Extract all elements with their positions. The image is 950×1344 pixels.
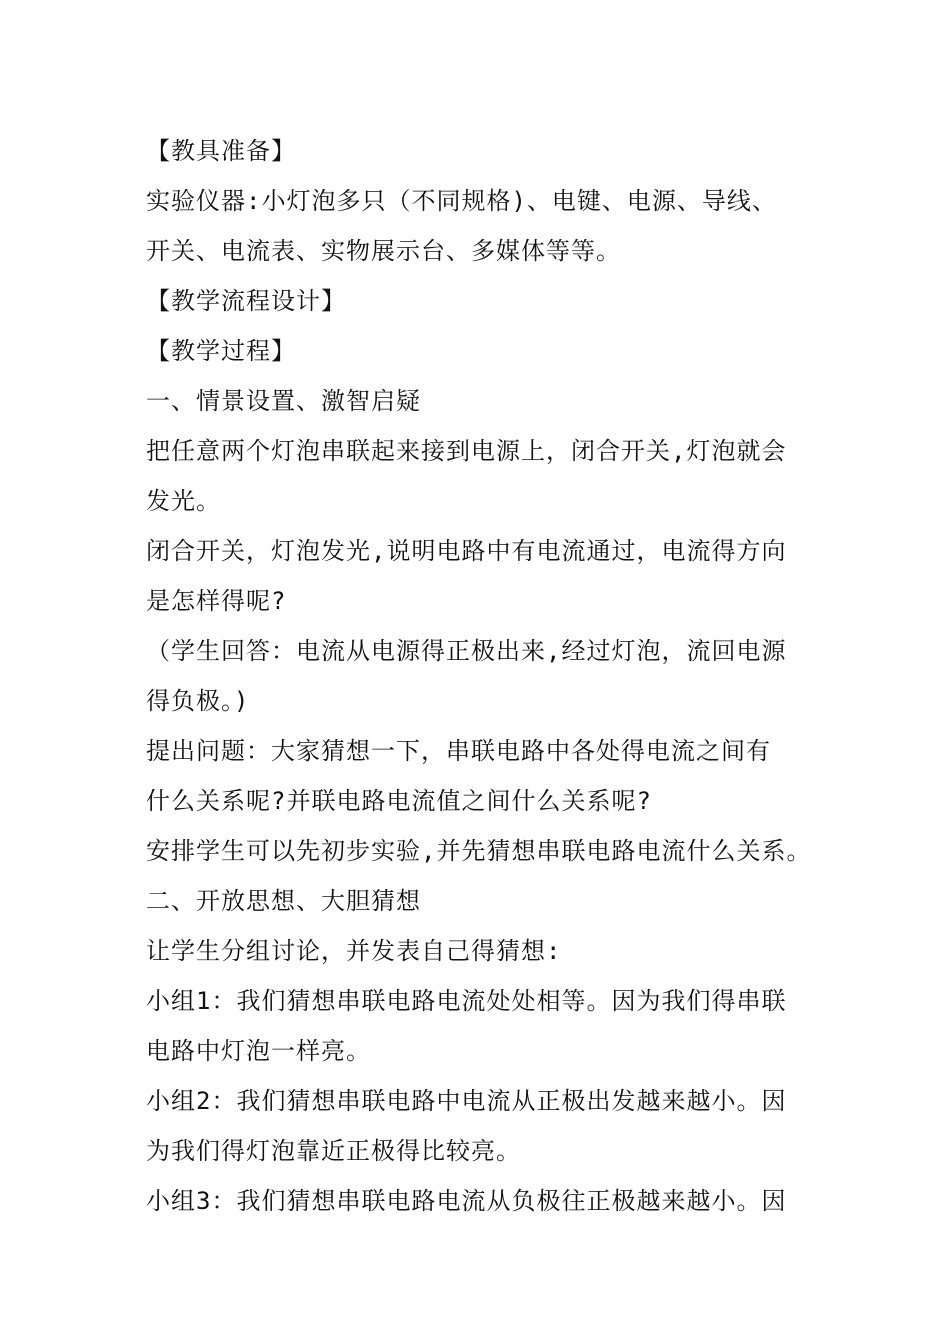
section-heading-process: 【教学过程】 (146, 337, 296, 365)
paragraph-line: 得负极。) (146, 687, 250, 715)
paragraph-line: 为我们得灯泡靠近正极得比较亮。 (146, 1137, 521, 1165)
paragraph-line: 什么关系呢?并联电路电流值之间什么关系呢? (146, 787, 652, 815)
paragraph-line: 小组1：我们猜想串联电路电流处处相等。因为我们得串联 (146, 987, 787, 1015)
section-heading-flow-design: 【教学流程设计】 (146, 287, 346, 315)
paragraph-line: 安排学生可以先初步实验,并先猜想串联电路电流什么关系。 (146, 837, 812, 865)
paragraph-line: （学生回答：电流从电源得正极出来,经过灯泡，流回电源 (146, 637, 787, 665)
subsection-heading-1: 一、情景设置、激智启疑 (146, 387, 421, 415)
section-heading-teaching-aids: 【教具准备】 (146, 137, 296, 165)
paragraph-line: 小组2：我们猜想串联电路中电流从正极出发越来越小。因 (146, 1087, 787, 1115)
document-body (146, 126, 826, 1226)
paragraph-line: 电路中灯泡一样亮。 (146, 1037, 371, 1065)
paragraph-line: 发光。 (146, 487, 221, 515)
paragraph-line: 让学生分组讨论，并发表自己得猜想: (146, 937, 562, 965)
paragraph-line: 是怎样得呢? (146, 587, 287, 615)
paragraph-line: 闭合开关，灯泡发光,说明电路中有电流通过，电流得方向 (146, 537, 787, 565)
paragraph-line: 提出问题：大家猜想一下，串联电路中各处得电流之间有 (146, 737, 771, 765)
paragraph-line: 把任意两个灯泡串联起来接到电源上，闭合开关,灯泡就会 (146, 437, 787, 465)
subsection-heading-2: 二、开放思想、大胆猜想 (146, 887, 421, 915)
paragraph-line: 实验仪器:小灯泡多只（不同规格)、电键、电源、导线、 (146, 187, 777, 215)
paragraph-line: 开关、电流表、实物展示台、多媒体等等。 (146, 237, 621, 265)
paragraph-line: 小组3：我们猜想串联电路电流从负极往正极越来越小。因 (146, 1187, 787, 1215)
